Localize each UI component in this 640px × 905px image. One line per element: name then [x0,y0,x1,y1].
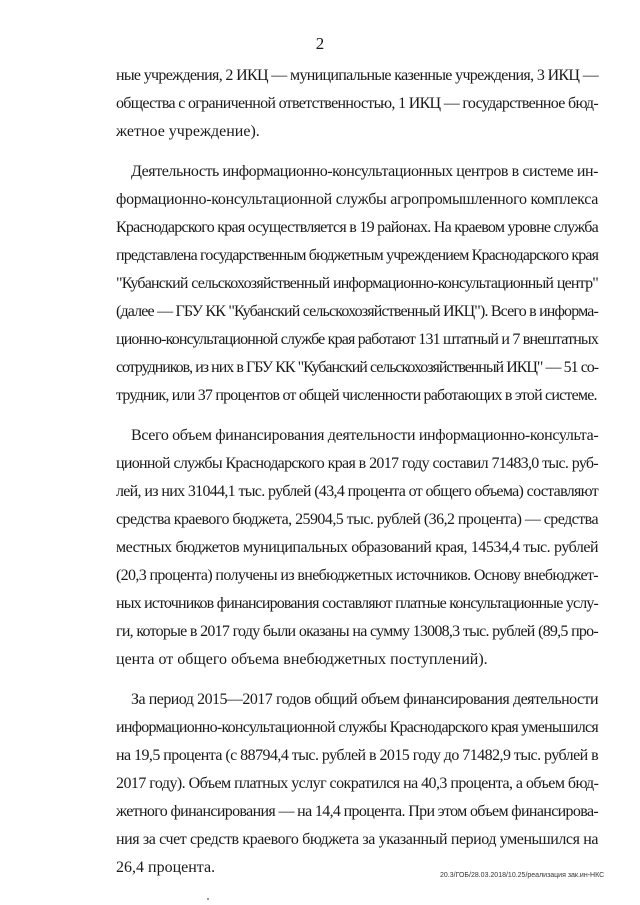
text-line: ных источников финансирования составляют платные консультационные услу- [116,595,598,612]
text-line: ные учреждения, 2 ИКЦ — муниципальные казенные учреждения, 3 ИКЦ — [116,67,598,84]
text-line: (далее — ГБУ КК "Кубанский сельскохозяйственный ИКЦ"). Всего в информа- [116,303,598,320]
text-line: формационно-консультационной службы агропромышленного комплекса [116,191,598,208]
text-line: трудник, или 37 процентов от общей численности работающих в этой системе. [116,387,597,404]
paragraph-1 [116,62,598,146]
text-line: местных бюджетов муниципальных образований края, 14534,4 тыс. рублей [116,539,598,556]
document-body [116,62,598,882]
text-line: Всего объем финансирования деятельности информационно-консульта- [131,427,599,444]
text-line: Деятельность информационно-консультационных центров в системе ин- [131,163,598,180]
text-line: жетного финансирования — на 14,4 процента. При этом объем финансирова- [116,803,599,820]
text-line: лей, из них 31044,1 тыс. рублей (43,4 процента от общего объема) составляют [116,483,598,500]
scan-speck [207,898,209,900]
text-line: ги, которые в 2017 году были оказаны на сумму 13008,3 тыс. рублей (89,5 про- [116,623,598,640]
text-line: жетное учреждение). [116,123,260,140]
text-line: информационно-консультационной службы Краснодарского края уменьшился [116,719,598,736]
paragraph-4 [116,686,598,882]
text-line: "Кубанский сельскохозяйственный информационно-консультационный центр" [116,275,598,292]
text-line: Краснодарского края осуществляется в 19 районах. На краевом уровне служба [116,219,598,236]
text-line: средства краевого бюджета, 25904,5 тыс. рублей (36,2 процента) — средства [116,511,598,528]
text-line: 2017 году). Объем платных услуг сократился на 40,3 процента, а объем бюд- [116,775,599,792]
text-line: представлена государственным бюджетным учреждением Краснодарского края [116,247,599,264]
text-line: общества с ограниченной ответственностью, 1 ИКЦ — государственное бюд- [116,95,598,112]
page-number: 2 [315,34,325,53]
text-line: За период 2015—2017 годов общий объем финансирования деятельности [131,691,598,708]
text-line: ционно-консультационной службе края работают 131 штатный и 7 внештатных [116,331,598,348]
paragraph-2 [116,158,598,410]
text-line: 26,4 процента. [116,859,216,876]
text-line: сотрудников, из них в ГБУ КК "Кубанский сельскохозяйственный ИКЦ" — 51 со- [116,359,598,376]
paragraph-3 [116,422,598,674]
footer-document-code: 20.3/ГОБ/28.03.2018/10.25/реализация зак.ин-НКС [440,872,605,879]
text-line: на 19,5 процента (с 88794,4 тыс. рублей в 2015 году до 71482,9 тыс. рублей в [116,747,599,764]
text-line: ния за счет средств краевого бюджета за указанный период уменьшился на [116,831,598,848]
text-line: цента от общего объема внебюджетных поступлений). [116,651,488,668]
text-line: ционной службы Краснодарского края в 2017 году составил 71483,0 тыс. руб- [116,455,598,472]
text-line: (20,3 процента) получены из внебюджетных источников. Основу внебюджет- [116,567,598,584]
